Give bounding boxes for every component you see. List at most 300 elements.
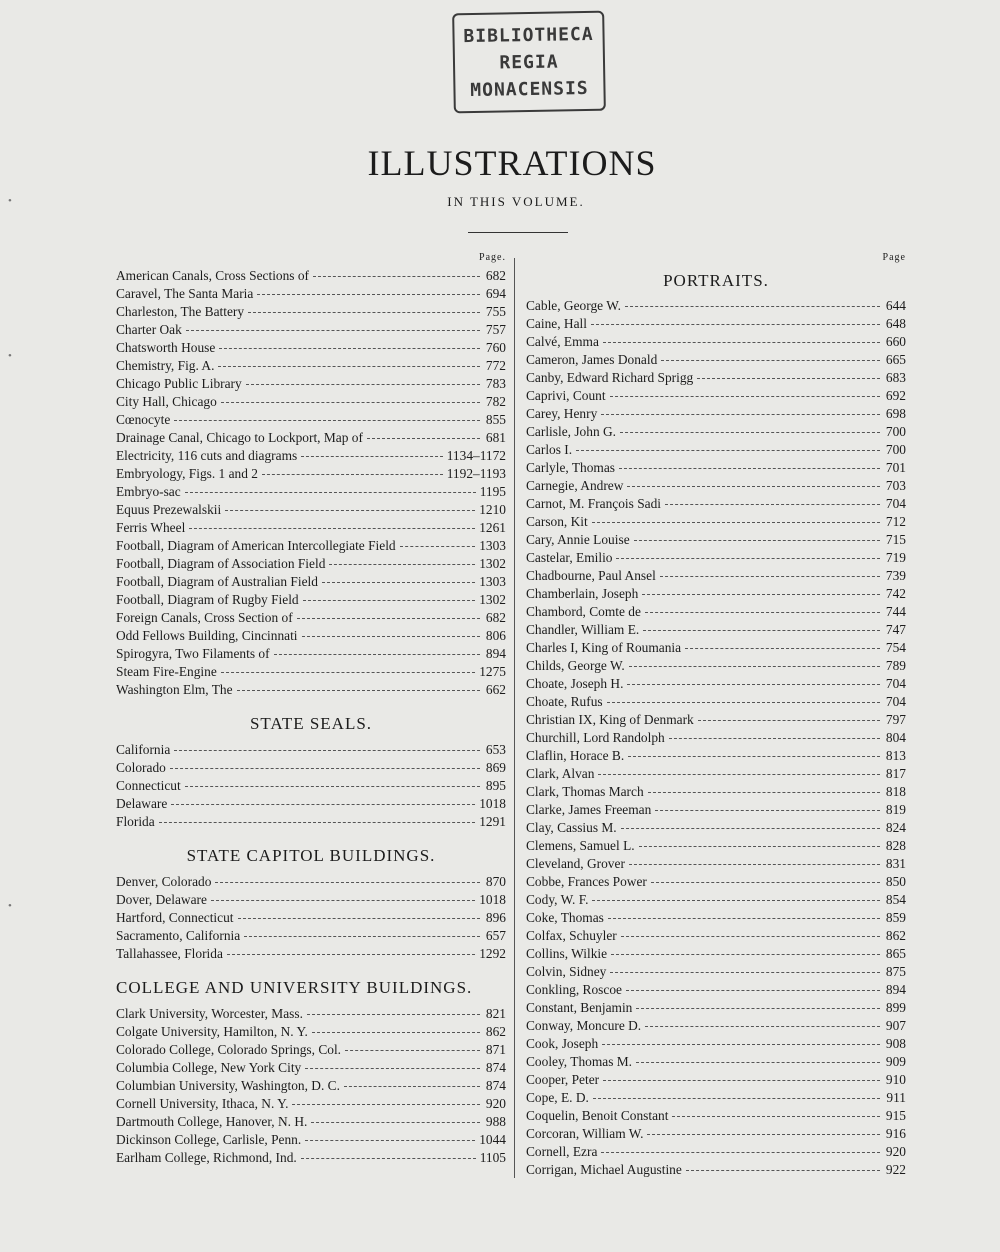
dot-leader xyxy=(647,1133,880,1135)
entry-label: Coquelin, Benoit Constant xyxy=(526,1108,669,1123)
stamp-line: REGIA xyxy=(499,50,559,74)
entry-label: Hartford, Connecticut xyxy=(116,910,234,925)
entry-page-number: 1275 xyxy=(479,664,506,679)
index-entry xyxy=(526,1072,906,1090)
entry-page-number: 819 xyxy=(885,802,906,817)
section-heading-state-capitols: STATE CAPITOL BUILDINGS. xyxy=(186,846,436,865)
entry-page-number: 988 xyxy=(485,1114,506,1129)
entry-label: Clemens, Samuel L. xyxy=(526,838,635,853)
dot-leader xyxy=(322,581,475,583)
entry-page-number: 916 xyxy=(885,1126,906,1141)
dot-leader xyxy=(185,491,476,493)
dot-leader xyxy=(211,899,475,901)
entry-page-number: 755 xyxy=(485,304,506,319)
entry-page-number: 911 xyxy=(886,1090,906,1105)
dot-leader xyxy=(219,347,480,349)
dot-leader xyxy=(698,719,880,721)
index-entry xyxy=(526,424,906,442)
dot-leader xyxy=(292,1103,480,1105)
dot-leader xyxy=(174,749,480,751)
title-rule xyxy=(468,232,568,233)
dot-leader xyxy=(627,485,880,487)
dot-leader xyxy=(634,539,880,541)
page-column-header: Page. xyxy=(479,252,506,263)
entry-label: City Hall, Chicago xyxy=(116,394,217,409)
entry-label: Washington Elm, The xyxy=(116,682,233,697)
entry-page-number: 804 xyxy=(885,730,906,745)
dot-leader xyxy=(218,365,480,367)
entry-page-number: 870 xyxy=(485,874,506,889)
index-entry xyxy=(116,520,506,538)
index-entry xyxy=(116,1060,506,1078)
entry-label: Constant, Benjamin xyxy=(526,1000,633,1015)
dot-leader xyxy=(345,1049,480,1051)
dot-leader xyxy=(620,431,880,433)
entry-page-number: 854 xyxy=(885,892,906,907)
dot-leader xyxy=(608,917,880,919)
index-entry xyxy=(116,814,506,832)
index-entry xyxy=(526,694,906,712)
index-entry xyxy=(116,556,506,574)
entry-label: Chambord, Comte de xyxy=(526,604,641,619)
entry-label: Colfax, Schuyler xyxy=(526,928,617,943)
index-entry xyxy=(526,676,906,694)
dot-leader xyxy=(619,467,880,469)
index-entry xyxy=(526,874,906,892)
dot-leader xyxy=(669,737,880,739)
entry-page-number: 1105 xyxy=(479,1150,506,1165)
entry-page-number: 862 xyxy=(485,1024,506,1039)
entry-page-number: 653 xyxy=(485,742,506,757)
entry-label: Conkling, Roscoe xyxy=(526,982,622,997)
entry-page-number: 1018 xyxy=(479,796,506,811)
dot-leader xyxy=(305,1139,475,1141)
index-entry xyxy=(526,568,906,586)
entry-label: Chamberlain, Joseph xyxy=(526,586,639,601)
index-entry xyxy=(526,766,906,784)
index-entry xyxy=(116,322,506,340)
entry-page-number: 783 xyxy=(485,376,506,391)
section-heading-portraits: PORTRAITS. xyxy=(663,271,769,290)
dot-leader xyxy=(629,863,880,865)
entry-label: Choate, Joseph H. xyxy=(526,676,624,691)
entry-page-number: 744 xyxy=(885,604,906,619)
entry-page-number: 1210 xyxy=(479,502,506,517)
dot-leader xyxy=(367,437,480,439)
page-subtitle: IN THIS VOLUME. xyxy=(447,194,585,209)
entry-label: Cable, George W. xyxy=(526,298,621,313)
entry-label: Cody, W. F. xyxy=(526,892,589,907)
index-entry xyxy=(116,1078,506,1096)
index-entry xyxy=(116,628,506,646)
entry-page-number: 797 xyxy=(885,712,906,727)
entry-page-number: 1018 xyxy=(479,892,506,907)
index-entry xyxy=(526,298,906,316)
index-entry xyxy=(526,1036,906,1054)
index-entry xyxy=(526,550,906,568)
entry-page-number: 1291 xyxy=(479,814,506,829)
entry-page-number: 757 xyxy=(485,322,506,337)
entry-page-number: 1195 xyxy=(479,484,506,499)
entry-page-number: 828 xyxy=(885,838,906,853)
entry-label: Cope, E. D. xyxy=(526,1090,589,1105)
index-entry xyxy=(116,892,506,910)
dot-leader xyxy=(611,953,880,955)
dot-leader xyxy=(610,395,880,397)
entry-label: Colorado xyxy=(116,760,166,775)
index-entry xyxy=(116,1150,506,1168)
entry-label: Dover, Delaware xyxy=(116,892,207,907)
dot-leader xyxy=(697,377,880,379)
entry-label: Carlyle, Thomas xyxy=(526,460,616,475)
dot-leader xyxy=(645,1025,880,1027)
entry-page-number: 703 xyxy=(885,478,906,493)
margin-mark: • xyxy=(8,350,12,362)
index-entry xyxy=(526,640,906,658)
index-entry xyxy=(526,748,906,766)
page-column-header-right: Page xyxy=(882,252,906,263)
entry-label: Sacramento, California xyxy=(116,928,241,943)
index-entry xyxy=(116,412,506,430)
index-entry xyxy=(526,784,906,802)
dot-leader xyxy=(628,755,880,757)
index-entry xyxy=(116,1006,506,1024)
entry-page-number: 1044 xyxy=(479,1132,506,1147)
index-entry xyxy=(526,478,906,496)
entry-label: Equus Prezewalskii xyxy=(116,502,222,517)
entry-label: Carnot, M. François Sadi xyxy=(526,496,662,511)
dot-leader xyxy=(639,845,880,847)
dot-leader xyxy=(591,323,880,325)
dot-leader xyxy=(601,1151,880,1153)
entry-label: Christian IX, King of Denmark xyxy=(526,712,694,727)
index-entry xyxy=(116,796,506,814)
entry-page-number: 700 xyxy=(885,424,906,439)
state-capitols-list xyxy=(116,874,506,964)
entry-label: Foreign Canals, Cross Section of xyxy=(116,610,293,625)
index-entry xyxy=(526,982,906,1000)
entry-page-number: 692 xyxy=(885,388,906,403)
dot-leader xyxy=(607,701,880,703)
dot-leader xyxy=(307,1013,480,1015)
entry-page-number: 894 xyxy=(485,646,506,661)
index-entry xyxy=(526,1126,906,1144)
entry-page-number: 818 xyxy=(885,784,906,799)
entry-label: Cornell University, Ithaca, N. Y. xyxy=(116,1096,289,1111)
entry-label: Embryo-sac xyxy=(116,484,181,499)
index-entry xyxy=(116,538,506,556)
dot-leader xyxy=(601,413,880,415)
dot-leader xyxy=(189,527,475,529)
entry-label: Corcoran, William W. xyxy=(526,1126,644,1141)
dot-leader xyxy=(629,665,880,667)
right-column xyxy=(526,248,906,1180)
index-entry xyxy=(116,778,506,796)
entry-page-number: 747 xyxy=(885,622,906,637)
dot-leader xyxy=(313,275,480,277)
dot-leader xyxy=(665,503,880,505)
entry-page-number: 817 xyxy=(885,766,906,781)
entry-page-number: 907 xyxy=(885,1018,906,1033)
index-entry xyxy=(526,388,906,406)
dot-leader xyxy=(238,917,480,919)
entry-label: American Canals, Cross Sections of xyxy=(116,268,310,283)
library-stamp xyxy=(452,11,606,114)
dot-leader xyxy=(642,593,880,595)
index-entry xyxy=(526,586,906,604)
section-heading-state-seals: STATE SEALS. xyxy=(249,714,373,733)
index-entry xyxy=(526,604,906,622)
entry-page-number: 922 xyxy=(885,1162,906,1177)
entry-label: Canby, Edward Richard Sprigg xyxy=(526,370,694,385)
dot-leader xyxy=(305,1067,480,1069)
index-entry xyxy=(116,1114,506,1132)
dot-leader xyxy=(227,953,475,955)
margin-mark: • xyxy=(8,900,12,912)
index-entry xyxy=(526,928,906,946)
dot-leader xyxy=(655,809,880,811)
dot-leader xyxy=(221,401,480,403)
entry-page-number: 909 xyxy=(885,1054,906,1069)
dot-leader xyxy=(244,935,480,937)
entry-label: Charleston, The Battery xyxy=(116,304,245,319)
index-entry xyxy=(116,1096,506,1114)
entry-label: Columbian University, Washington, D. C. xyxy=(116,1078,340,1093)
entry-page-number: 660 xyxy=(885,334,906,349)
entry-label: Carey, Henry xyxy=(526,406,598,421)
index-entry xyxy=(116,502,506,520)
entry-label: Denver, Colorado xyxy=(116,874,212,889)
entry-label: Football, Diagram of American Intercollegiate Field xyxy=(116,538,396,553)
entry-label: Delaware xyxy=(116,796,168,811)
entry-label: Embryology, Figs. 1 and 2 xyxy=(116,466,258,481)
entry-page-number: 908 xyxy=(885,1036,906,1051)
entry-page-number: 772 xyxy=(485,358,506,373)
entry-page-number: 899 xyxy=(885,1000,906,1015)
entry-label: Odd Fellows Building, Cincinnati xyxy=(116,628,298,643)
index-entry xyxy=(526,1144,906,1162)
index-entry xyxy=(526,316,906,334)
entry-label: Cameron, James Donald xyxy=(526,352,658,367)
entry-label: Tallahassee, Florida xyxy=(116,946,223,961)
dot-leader xyxy=(186,329,480,331)
index-entry xyxy=(526,1090,906,1108)
dot-leader xyxy=(610,971,880,973)
dot-leader xyxy=(621,935,880,937)
entry-label: Cook, Joseph xyxy=(526,1036,599,1051)
index-entry xyxy=(116,910,506,928)
entry-label: Ferris Wheel xyxy=(116,520,186,535)
dot-leader xyxy=(303,599,476,601)
entry-page-number: 875 xyxy=(885,964,906,979)
entry-label: California xyxy=(116,742,171,757)
entry-label: Churchill, Lord Randolph xyxy=(526,730,665,745)
entry-label: Claflin, Horace B. xyxy=(526,748,625,763)
dot-leader xyxy=(616,557,880,559)
entry-page-number: 920 xyxy=(885,1144,906,1159)
entry-page-number: 742 xyxy=(885,586,906,601)
dot-leader xyxy=(672,1115,880,1117)
entry-page-number: 760 xyxy=(485,340,506,355)
dot-leader xyxy=(262,473,443,475)
entry-label: Castelar, Emilio xyxy=(526,550,613,565)
entry-label: Clark, Alvan xyxy=(526,766,595,781)
entry-label: Clay, Cassius M. xyxy=(526,820,617,835)
entry-page-number: 719 xyxy=(885,550,906,565)
entry-label: Dartmouth College, Hanover, N. H. xyxy=(116,1114,308,1129)
dot-leader xyxy=(685,647,880,649)
index-entry xyxy=(116,574,506,592)
entry-label: Cleveland, Grover xyxy=(526,856,625,871)
entry-page-number: 657 xyxy=(485,928,506,943)
stamp-line: BIBLIOTHECA xyxy=(463,23,594,47)
entry-label: Colvin, Sidney xyxy=(526,964,607,979)
entry-label: Clark, Thomas March xyxy=(526,784,644,799)
entry-label: Florida xyxy=(116,814,155,829)
entry-label: Chicago Public Library xyxy=(116,376,242,391)
entry-page-number: 1261 xyxy=(479,520,506,535)
entry-page-number: 813 xyxy=(885,748,906,763)
colleges-list xyxy=(116,1006,506,1168)
dot-leader xyxy=(626,989,880,991)
index-entry xyxy=(116,358,506,376)
entry-label: Charter Oak xyxy=(116,322,182,337)
dot-leader xyxy=(625,305,880,307)
entry-page-number: 782 xyxy=(485,394,506,409)
entry-page-number: 1292 xyxy=(479,946,506,961)
entry-page-number: 682 xyxy=(485,268,506,283)
entry-label: Cornell, Ezra xyxy=(526,1144,598,1159)
entry-label: Collins, Wilkie xyxy=(526,946,608,961)
dot-leader xyxy=(302,635,480,637)
entry-label: Drainage Canal, Chicago to Lockport, Map of xyxy=(116,430,363,445)
entry-label: Football, Diagram of Association Field xyxy=(116,556,326,571)
entry-page-number: 789 xyxy=(885,658,906,673)
entry-page-number: 701 xyxy=(885,460,906,475)
dot-leader xyxy=(246,383,480,385)
index-entry xyxy=(116,682,506,700)
dot-leader xyxy=(602,1043,880,1045)
entry-page-number: 871 xyxy=(485,1042,506,1057)
index-entry xyxy=(526,496,906,514)
portraits-list xyxy=(526,298,906,1180)
entry-page-number: 915 xyxy=(885,1108,906,1123)
index-entry xyxy=(116,760,506,778)
entry-label: Chemistry, Fig. A. xyxy=(116,358,215,373)
entry-label: Caravel, The Santa Maria xyxy=(116,286,254,301)
index-entry xyxy=(116,484,506,502)
entry-page-number: 698 xyxy=(885,406,906,421)
entry-page-number: 821 xyxy=(485,1006,506,1021)
entry-page-number: 694 xyxy=(485,286,506,301)
entry-page-number: 648 xyxy=(885,316,906,331)
entry-label: Corrigan, Michael Augustine xyxy=(526,1162,682,1177)
dot-leader xyxy=(592,899,880,901)
index-entry xyxy=(116,286,506,304)
entry-label: Chandler, William E. xyxy=(526,622,640,637)
entry-label: Colgate University, Hamilton, N. Y. xyxy=(116,1024,308,1039)
dot-leader xyxy=(651,881,880,883)
dot-leader xyxy=(237,689,480,691)
index-entry xyxy=(526,1162,906,1180)
dot-leader xyxy=(648,791,880,793)
dot-leader xyxy=(627,683,880,685)
index-entry xyxy=(116,946,506,964)
dot-leader xyxy=(215,881,480,883)
dot-leader xyxy=(598,773,880,775)
entry-label: Coke, Thomas xyxy=(526,910,604,925)
entry-label: Carlos I. xyxy=(526,442,573,457)
entry-label: Cœnocyte xyxy=(116,412,171,427)
entry-label: Choate, Rufus xyxy=(526,694,603,709)
entry-page-number: 865 xyxy=(885,946,906,961)
entry-label: Electricity, 116 cuts and diagrams xyxy=(116,448,298,463)
index-entry xyxy=(526,712,906,730)
entry-page-number: 824 xyxy=(885,820,906,835)
entry-page-number: 850 xyxy=(885,874,906,889)
dot-leader xyxy=(645,611,880,613)
index-entry xyxy=(116,304,506,322)
entry-page-number: 739 xyxy=(885,568,906,583)
entry-label: Carnegie, Andrew xyxy=(526,478,624,493)
entry-label: Columbia College, New York City xyxy=(116,1060,302,1075)
index-entry xyxy=(526,892,906,910)
entry-page-number: 681 xyxy=(485,430,506,445)
index-entry xyxy=(526,964,906,982)
index-entry xyxy=(116,1042,506,1060)
index-entry xyxy=(116,1132,506,1150)
index-entry xyxy=(526,802,906,820)
index-entry xyxy=(526,838,906,856)
dot-leader xyxy=(636,1007,880,1009)
dot-leader xyxy=(297,617,480,619)
entry-label: Football, Diagram of Rugby Field xyxy=(116,592,299,607)
state-seals-list xyxy=(116,742,506,832)
entry-label: Calvé, Emma xyxy=(526,334,599,349)
entry-label: Cooley, Thomas M. xyxy=(526,1054,633,1069)
index-entry xyxy=(526,1108,906,1126)
entry-label: Chadbourne, Paul Ansel xyxy=(526,568,656,583)
entry-page-number: 683 xyxy=(885,370,906,385)
entry-page-number: 1302 xyxy=(479,556,506,571)
index-entry xyxy=(116,376,506,394)
index-entry xyxy=(116,1024,506,1042)
dot-leader xyxy=(643,629,880,631)
index-entry xyxy=(116,340,506,358)
general-list xyxy=(116,268,506,700)
entry-label: Chatsworth House xyxy=(116,340,216,355)
index-entry xyxy=(116,448,506,466)
left-column xyxy=(116,248,506,1168)
index-entry xyxy=(116,928,506,946)
entry-page-number: 910 xyxy=(885,1072,906,1087)
page-title: ILLUSTRATIONS xyxy=(367,143,657,183)
dot-leader xyxy=(621,827,880,829)
index-entry xyxy=(116,394,506,412)
index-entry xyxy=(526,1054,906,1072)
dot-leader xyxy=(686,1169,880,1171)
stamp-line: MONACENSIS xyxy=(470,77,589,101)
margin-mark: • xyxy=(8,195,12,207)
entry-page-number: 895 xyxy=(485,778,506,793)
entry-label: Dickinson College, Carlisle, Penn. xyxy=(116,1132,302,1147)
entry-page-number: 700 xyxy=(885,442,906,457)
index-entry xyxy=(526,442,906,460)
dot-leader xyxy=(592,521,880,523)
dot-leader xyxy=(257,293,480,295)
index-entry xyxy=(116,664,506,682)
index-entry xyxy=(116,874,506,892)
